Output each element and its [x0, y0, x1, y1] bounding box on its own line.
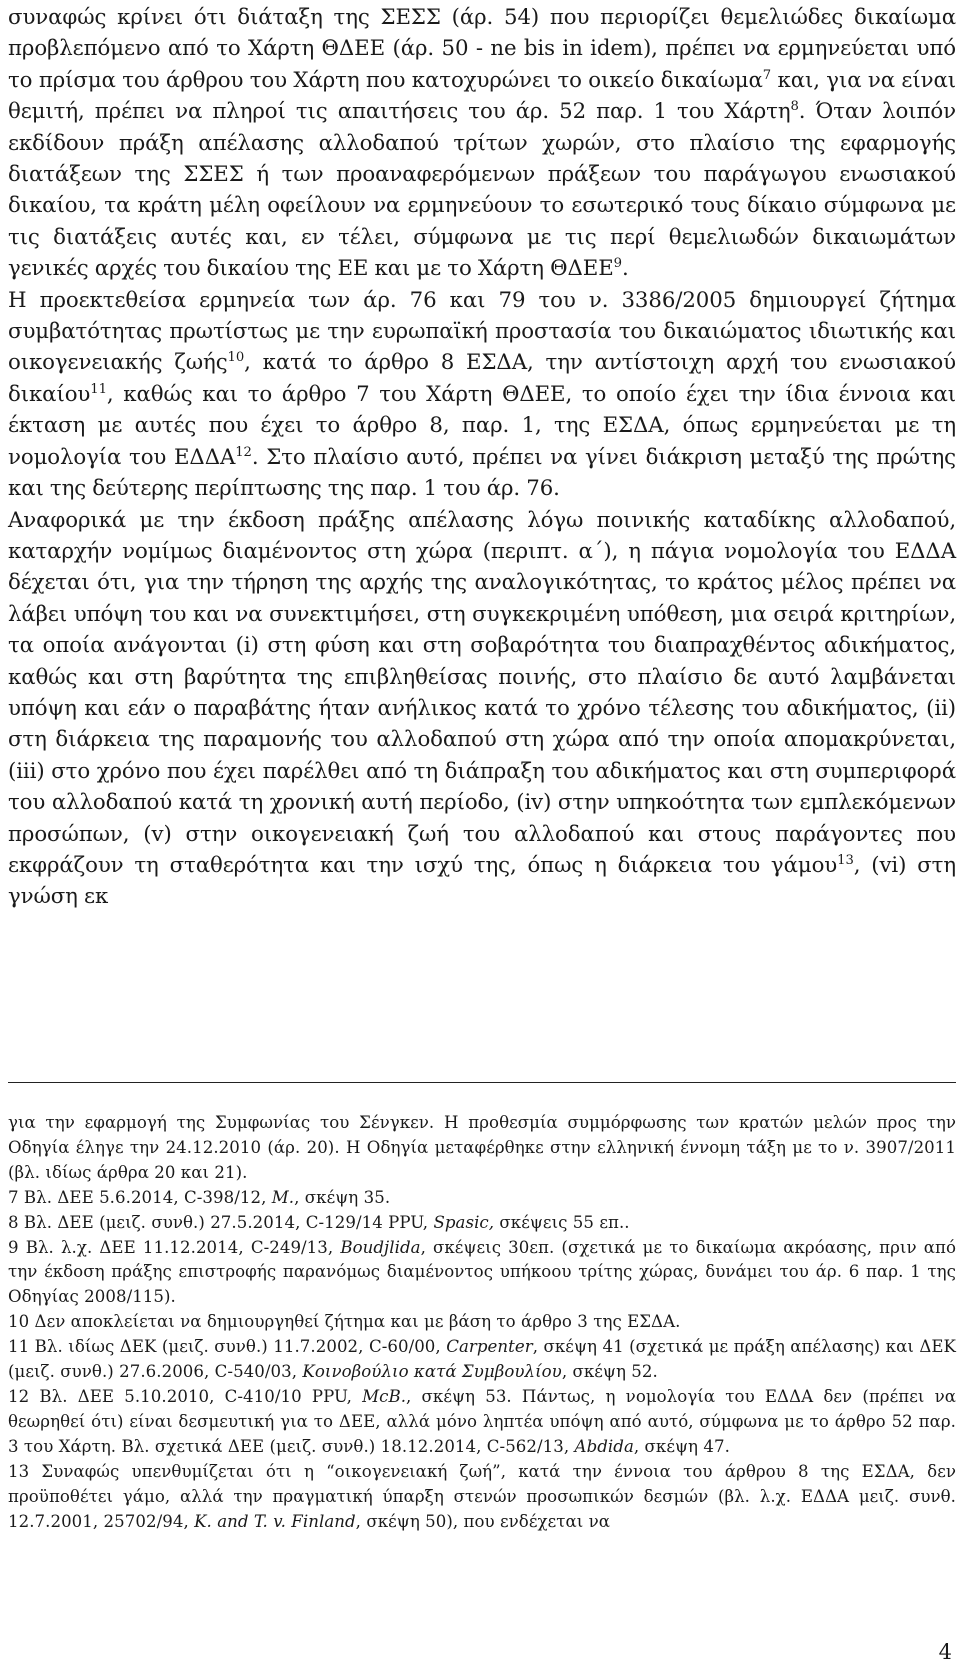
footnote-text: , σκέψη 52.: [561, 1362, 658, 1382]
paragraph-text: Η προεκτεθείσα ερμηνεία των άρ. 76 και 79 του ν. 3386/2005 δημιουργεί ζήτημα συμβατότητας πρωτίστως με την ευρωπαϊκή προστασία του δικαιώματος ιδιωτικής και οικογενειακής ζωής: [8, 287, 956, 376]
footnote-number: 7: [8, 1187, 19, 1207]
footnote-13: [8, 1460, 956, 1535]
footnote-8: [8, 1211, 956, 1236]
paragraph-1: [8, 2, 956, 285]
footnote-number: 8: [8, 1212, 19, 1232]
footnote-text: , σκέψη 53. Πάντως, η νομολογία του ΕΔΔΑ δεν (πρέπει να θεωρηθεί ότι) είναι δεσμευτική για το ΔΕΕ, αλλά μόνο ληπτέα υπόψη από αυτό, σύμφωνα με το άρθρο 52 παρ. 3 του Χάρτη. Βλ. σχετικά ΔΕΕ (μειζ. συνθ.) 18.12.2014, C-562/13,: [8, 1386, 956, 1456]
footnote-text: , σκέψη 47.: [633, 1436, 730, 1456]
footnote-text: Βλ. ΔΕΕ 5.10.2010, C-410/10 PPU,: [29, 1386, 363, 1406]
footnote-text: Βλ. ΔΕΕ 5.6.2014, C-398/12,: [18, 1187, 272, 1207]
footnote-ref-11[interactable]: 11: [90, 381, 107, 397]
footnote-ref-13[interactable]: 13: [837, 852, 854, 868]
footnote-7: [8, 1186, 956, 1211]
paragraph-text: .: [621, 256, 629, 282]
main-text: [8, 2, 956, 913]
paragraph-text: . Όταν λοιπόν εκδίδουν πράξη απέλασης αλλοδαπού τρίτων χωρών, στο πλαίσιο της εφαρμογής διατάξεων της ΣΣΕΣ ή των προαναφερόμενων πράξεων του παράγωγου ενωσιακού δικαίου, τα κράτη μέλη οφείλουν να ερμηνεύουν το εσωτερικό τους δίκαιο σύμφωνα με τις διατάξεις αυτές και, εν τέλει, σύμφωνα με τις περί θεμελιωδών δικαιωμάτων γενικές αρχές του δικαίου της ΕΕ και με το Χάρτη ΘΔΕΕ: [8, 99, 956, 282]
paragraph-text: , κατά το άρθρο 8 ΕΣΔΑ, την αντίστοιχη αρχή του ενωσιακού δικαίου: [8, 350, 957, 407]
footnote-separator: [8, 1082, 956, 1083]
footnote-12: [8, 1385, 956, 1460]
footnote-ref-8[interactable]: 8: [790, 99, 799, 115]
case-name: Κοινοβούλιο κατά Συμβουλίου: [302, 1362, 562, 1382]
case-name: K. and T. v. Finland: [194, 1511, 356, 1531]
footnote-ref-7[interactable]: 7: [762, 67, 772, 83]
paragraph-2: [8, 285, 956, 505]
footnote-text: Δεν αποκλείεται να δημιουργηθεί ζήτημα και με βάση το άρθρο 3 της ΕΣΔΑ.: [29, 1312, 681, 1332]
page-number: 4: [938, 1640, 952, 1664]
paragraph-text: Αναφορικά με την έκδοση πράξης απέλασης λόγω ποινικής καταδίκης αλλοδαπού, καταρχήν νομίμως διαμένοντος στη χώρα (περιπτ. α΄), η πάγια νομολογία του ΕΔΔΑ δέχεται ότι, για την τήρηση της αρχής της αναλογικότητας, το κράτος μέλος πρέπει να λάβει υπόψη του και να συνεκτιμήσει, στη συγκεκριμένη υπόθεση, μια σειρά κριτηρίων, τα οποία ανάγονται (i) στη φύση και στη σοβαρότητα του διαπραχθέντος αδικήματος, καθώς και στη βαρύτητα της επιβληθείσας ποινής, στο πλαίσιο δε αυτό λαμβάνεται υπόψη και εάν ο παραβάτης ήταν ανήλικος κατά το χρόνο τέλεσης του αδικήματος, (ii) στη διάρκεια της παραμονής του αλλοδαπού στη χώρα από την οποία απομακρύνεται, (iii) στο χρόνο που έχει παρέλθει από τη διάπραξη του αδικήματος και στη συμπεριφορά του αλλοδαπού κατά τη χρονική αυτή περίοδο, (iv) στην υπηκοότητα των εμπλεκόμενων προσώπων, (v) στην οικογενειακή ζωή του αλλοδαπού και στους παράγοντες που εκφράζουν τη σταθερότητα και την ισχύ της, όπως η διάρκεια του γάμου: [8, 507, 956, 878]
case-name: McB.: [362, 1386, 407, 1406]
footnote-9: [8, 1236, 956, 1311]
case-name: Boudjlida: [340, 1237, 421, 1257]
paragraph-text: , καθώς και το άρθρο 7 του Χάρτη ΘΔΕΕ, το οποίο έχει την ίδια έννοια και έκταση με αυτές που έχει το άρθρο 8, παρ. 1, της ΕΣΔΑ, όπως ερμηνεύεται με τη νομολογία του ΕΔΔΑ: [8, 381, 956, 470]
case-name: Abdida: [574, 1436, 634, 1456]
paragraph-text: , (vi) στη γνώση εκ: [8, 852, 956, 910]
footnote-text: , σκέψεις 30επ. (σχετικά με το δικαίωμα ακρόασης, πριν από την έκδοση πράξης επιστροφής παρανόμως διαμένοντος υπήκοου τρίτης χώρας, δυνάμει του άρ. 6 παρ. 1 της Οδηγίας 2008/115).: [8, 1237, 956, 1307]
footnote-number: 10: [8, 1312, 30, 1332]
footnote-text: Βλ. ιδίως ΔΕΚ (μειζ. συνθ.) 11.7.2002, C-60/00,: [29, 1337, 447, 1357]
footnote-ref-9[interactable]: 9: [613, 256, 622, 272]
footnote-number: 11: [8, 1337, 30, 1357]
footnote-text: σκέψεις 55 επ..: [494, 1212, 630, 1232]
footnote-11: [8, 1335, 956, 1385]
paragraph-text: συναφώς κρίνει ότι διάταξη της ΣΕΣΣ (άρ. 54) που περιορίζει θεμελιώδες δικαίωμα προβλεπόμενο από το Χάρτη ΘΔΕΕ (άρ. 50 - ne bis in idem), πρέπει να ερμηνεύεται υπό το πρίσμα του άρθρου του Χάρτη που κατοχυρώνει το οικείο δικαίωμα: [8, 5, 956, 93]
paragraph-text: . Στο πλαίσιο αυτό, πρέπει να γίνει διάκριση μεταξύ της πρώτης και της δεύτερης περίπτωσης της παρ. 1 του άρ. 76.: [8, 444, 956, 502]
footnote-text: Βλ. ΔΕΕ (μειζ. συνθ.) 27.5.2014, C-129/14 PPU,: [18, 1212, 434, 1232]
footnotes: [8, 1111, 956, 1534]
footnote-text: , σκέψη 35.: [294, 1187, 391, 1207]
paragraph-text: και, για να είναι θεμιτή, πρέπει να πληροί τις απαιτήσεις του άρ. 52 παρ. 1 του Χάρτη: [8, 67, 956, 125]
paragraph-3: [8, 505, 956, 913]
footnote-number: 9: [8, 1237, 19, 1257]
footnote-text: , σκέψη 50), που ενδέχεται να: [355, 1511, 610, 1531]
footnote-ref-12[interactable]: 12: [235, 444, 252, 460]
case-name: Spasic,: [433, 1212, 495, 1232]
footnote-text: Συναφώς υπενθυμίζεται ότι η “οικογενειακή ζωή”, κατά την έννοια του άρθρου 8 της ΕΣΔΑ, δεν προϋποθέτει γάμο, αλλά την πραγματική ύπαρξη στενών προσωπικών δεσμών (βλ. λ.χ. ΕΔΔΑ μειζ. συνθ. 12.7.2001, 25702/94,: [8, 1461, 956, 1531]
footnote-number: 12: [8, 1386, 30, 1406]
case-name: M.: [271, 1187, 295, 1207]
footnote-text: , σκέψη 41 (σχετικά με πράξη απέλασης) και ΔΕΚ (μειζ. συνθ.) 27.6.2006, C-540/03,: [8, 1337, 956, 1382]
footnote-text: Βλ. λ.χ. ΔΕΕ 11.12.2014, C-249/13,: [18, 1237, 341, 1257]
footnote-number: 13: [8, 1461, 30, 1481]
footnote-10: [8, 1310, 956, 1335]
footnote-ref-10[interactable]: 10: [227, 350, 245, 366]
footnote-continued: για την εφαρμογή της Συμφωνίας του Σένγκεν. Η προθεσμία συμμόρφωσης των κρατών μελών προς την Οδηγία έληγε την 24.12.2010 (άρ. 20). Η Οδηγία μεταφέρθηκε στην ελληνική έννομη τάξη με το ν. 3907/2011 (βλ. ιδίως άρθρα 20 και 21).: [8, 1113, 956, 1182]
case-name: Carpenter: [446, 1337, 533, 1357]
